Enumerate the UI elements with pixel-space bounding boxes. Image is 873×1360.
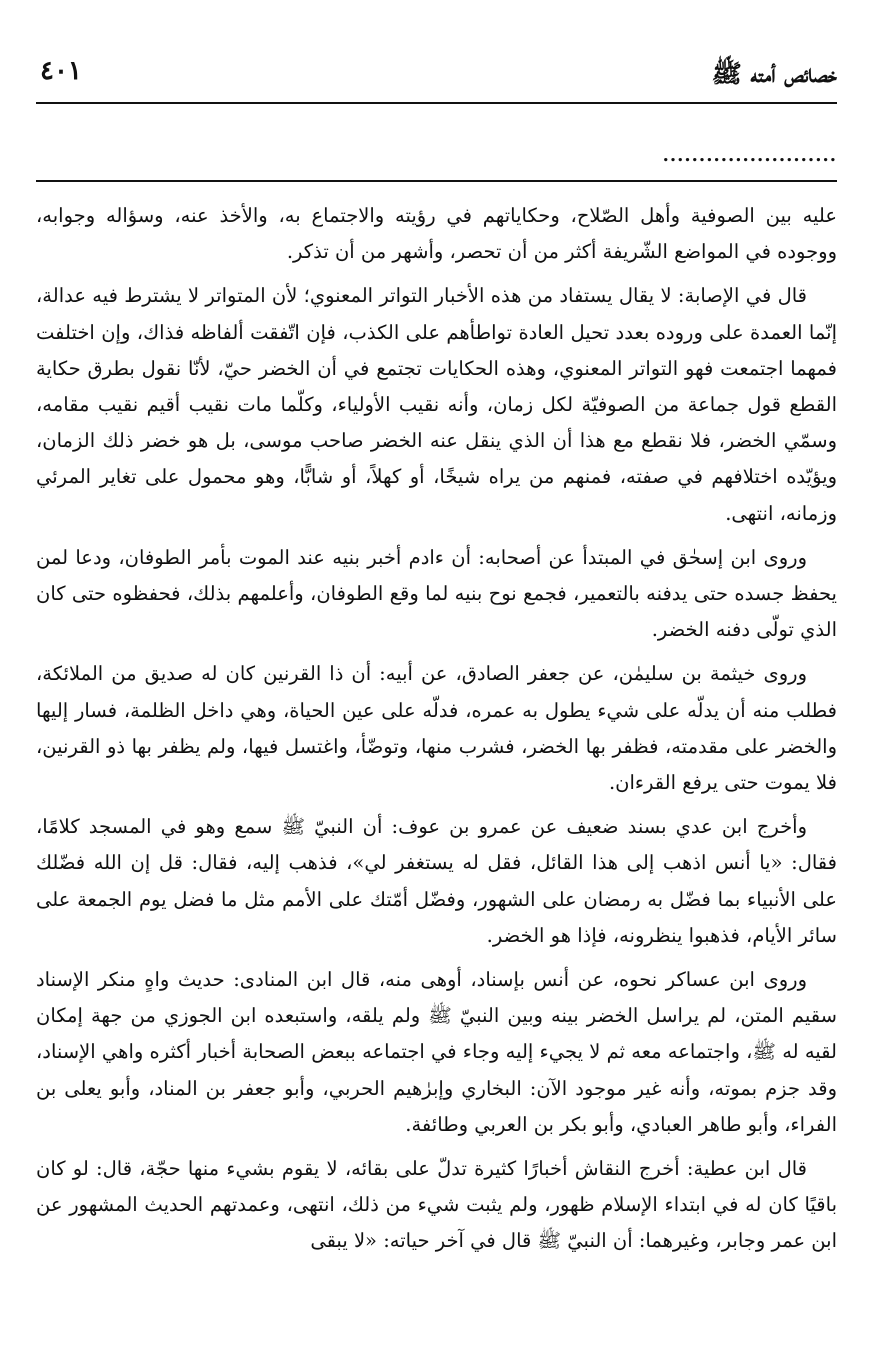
page-number: ٤٠١ [40,56,82,86]
body-text [36,198,837,1348]
paragraph-ibn-adi: وأخرج ابن عدي بسند ضعيف عن عمرو بن عوف: أن النبيّ ﷺ سمع وهو في المسجد كلامًا، فقال: «يا أنس اذهب إلى هذا القائل، فقل له يستغفر لي»، فذهب إليه، فقال: قل إن الله فضّلك على الأنبياء بما فضّل به رمضان على الشهور، وفضّل أمّتك على الأمم مثل ما فضل يوم الجمعة على سائر الأيام، فذهبوا ينظرونه، فإذا هو الخضر. [36,815,837,947]
ellipsis-separator: ........................ [662,145,837,166]
paragraph-isaba: قال في الإصابة: لا يقال يستفاد من هذه الأخبار التواتر المعنوي؛ لأن المتواتر لا يشترط فيه عدالة، إنّما العمدة على وروده بعدد تحيل العادة تواطأهم على الكذب، فإن اتّفقت ألفاظه فذاك، وإن اختلفت فمهما اجتمعت فهو التواتر المعنوي، وهذه الحكايات تجتمع في أن الخضر حيّ، لأنّا نقول بطرق حكاية القطع قول جماعة من الصوفيّة لكل زمان، وأنه نقيب الأولياء، وكلّما مات نقيب أقيم نقيب مقامه، وسمّي الخضر، فلا نقطع مع هذا أن الذي ينقل عنه الخضر صاحب موسى، بل هو خضر ذلك الزمان، ويؤيّده اختلافهم في صفته، فمنهم من يراه شيخًا، أو كهلاً، أو شابًّا، وهو محمول على تغاير المرئي وزمانه، انتهى. [36,284,837,525]
paragraph-ibn-ishaq: وروى ابن إسحٰق في المبتدأ عن أصحابه: أن ءادم أخبر بنيه عند الموت بأمر الطوفان، ودعا لمن يحفظ جسده حتى يدفنه بالتعمير، فجمع نوح بنيه لما وقع الطوفان، وأعلمهم بذلك، فحفظوه حتى كان الذي تولّى دفنه الخضر. [36,545,837,642]
running-header [36,52,837,98]
running-title: خصائص أمته ﷺ [711,59,837,88]
paragraph-ibn-atiyya: قال ابن عطية: أخرج النقاش أخبارًا كثيرة تدلّ على بقائه، لا يقوم بشيء منها حجّة، قال: لو كان باقيًا كان له في ابتداء الإسلام ظهور، ولم يثبت شيء من ذلك، انتهى، وعمدتهم الحديث المشهور عن ابن عمر وجابر، وغيرهما: أن النبيّ ﷺ قال في آخر حياته: «لا يبقى [36,1157,837,1253]
paragraph-ibn-asakir: وروى ابن عساكر نحوه، عن أنس بإسناد، أوهى منه، قال ابن المنادى: حديث واهٍ منكر الإسناد سقيم المتن، لم يراسل الخضر بينه وبين النبيّ ﷺ ولم يلقه، واستبعده ابن الجوزي من جهة إمكان لقيه له ﷺ، واجتماعه معه ثم لا يجيء إليه وجاء في اجتماعه ببعض الصحابة أخبار أكثره واهي الإسناد، وقد جزم بموته، وأنه غير موجود الآن: البخاري وإبرٰهيم الحربي، وأبو جعفر بن المناد، وأبو يعلى بن الفراء، وأبو طاهر العبادي، وأبو بكر بن العربي وطائفة. [36,968,837,1136]
header-rule [36,102,837,104]
paragraph-continuation: عليه بين الصوفية وأهل الصّلاح، وحكاياتهم في رؤيته والاجتماع به، والأخذ عنه، وسؤاله وجوابه، ووجوده في المواضع الشّريفة أكثر من أن تحصر، وأشهر من أن تذكر. [36,204,837,264]
paragraph-khaythama: وروى خيثمة بن سليمٰن، عن جعفر الصادق، عن أبيه: أن ذا القرنين كان له صديق من الملائكة، فطلب منه أن يدلّه على شيء يطول به عمره، فدلّه على عين الحياة، وهي داخل الظلمة، فسار إليها والخضر على مقدمته، فظفر بها الخضر، فشرب منها، وتوضّأ، واغتسل فيها، ولم يظفر بها ذو القرنين، فلا يموت حتى يرفع القرءان. [36,662,837,795]
section-rule [36,180,837,182]
